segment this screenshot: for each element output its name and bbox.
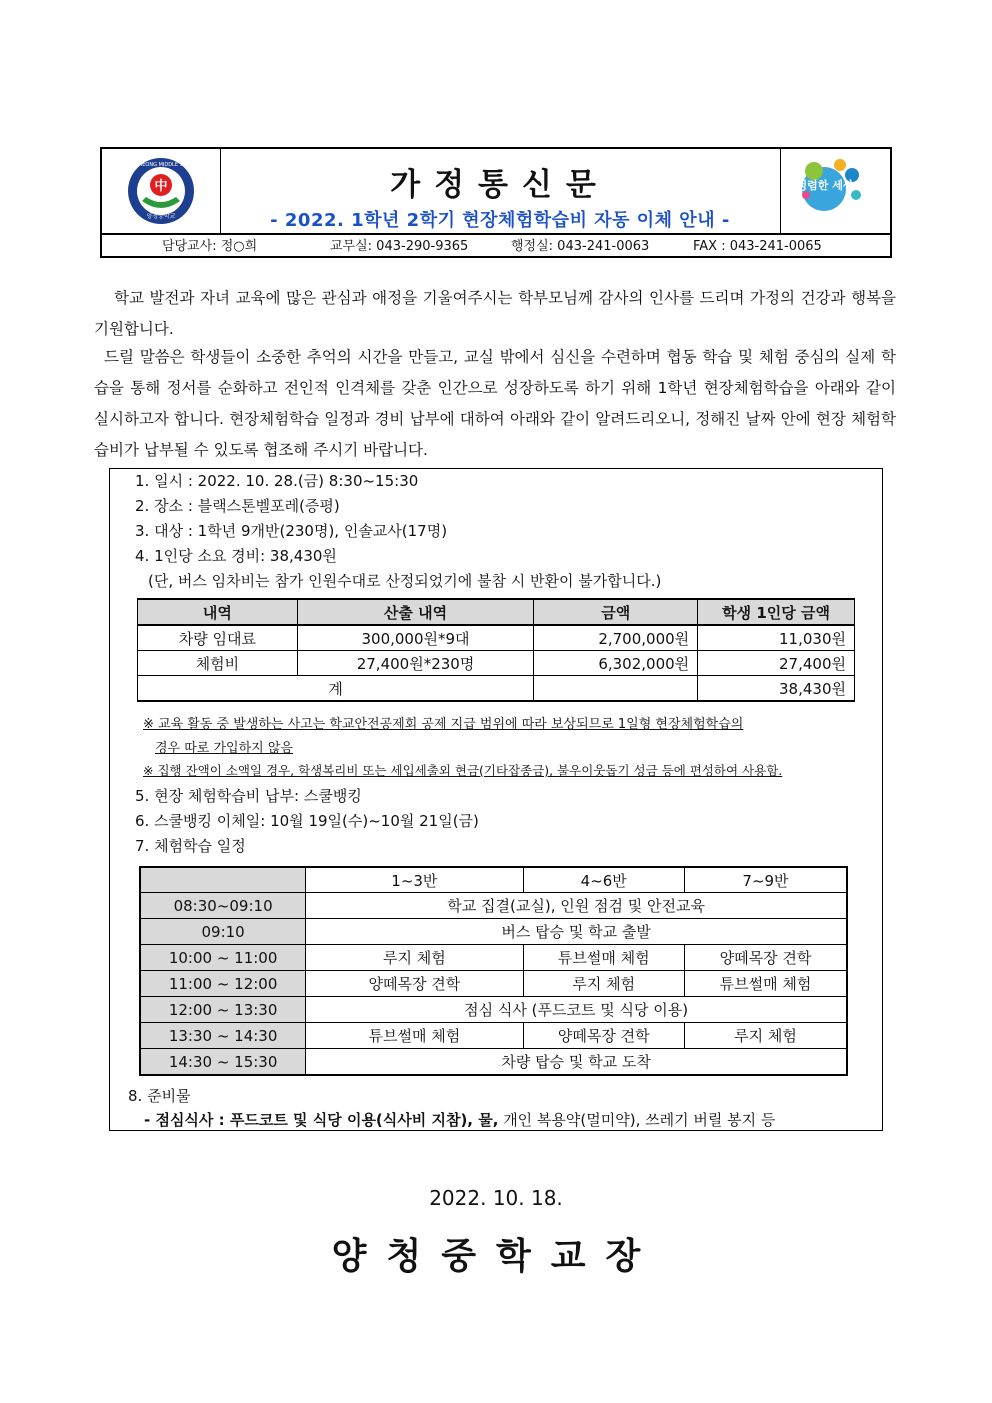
page-title: 가정통신문 <box>390 167 610 203</box>
schedule-activity: 루지 체험 <box>306 945 523 971</box>
schedule-time: 10:00 ~ 11:00 <box>140 945 306 971</box>
schedule-time: 09:10 <box>140 919 306 945</box>
principal-signature: 양청중학교장 <box>331 1235 661 1277</box>
page-subtitle: - 2022. 1학년 2학기 현장체험학습비 자동 이체 안내 - <box>270 210 730 231</box>
schedule-header-corner <box>140 867 306 893</box>
note-remainder: ※ 집행 잔액이 소액일 경우, 학생복리비 또는 세입세출외 현금(기타잡종금), 불우이웃돕기 성금 등에 편성하여 사용함. <box>143 763 783 778</box>
integrity-badge-icon <box>780 149 890 233</box>
cost-header-cell: 금액 <box>534 599 698 625</box>
schedule-activity: 학교 집결(교실), 인원 점검 및 안전교육 <box>306 893 847 919</box>
note-insurance-cont: 경우 따로 가입하지 않음 <box>155 741 293 756</box>
integrity-badge-cell <box>780 149 890 233</box>
contact-row <box>102 233 890 260</box>
schedule-activity: 양떼목장 견학 <box>523 1023 684 1049</box>
schedule-activity: 루지 체험 <box>523 971 684 997</box>
table-row <box>138 651 855 676</box>
schedule-activity: 차량 탑승 및 학교 도착 <box>306 1049 847 1076</box>
schedule-time: 11:00 ~ 12:00 <box>140 971 306 997</box>
item-transfer-date: 6. 스쿨뱅킹 이체일: 10월 19일(수)~10월 21일(금) <box>135 812 479 830</box>
schedule-activity: 튜브썰매 체험 <box>306 1023 523 1049</box>
table-row <box>140 971 847 997</box>
schedule-activity: 점심 식사 (푸드코트 및 식당 이용) <box>306 997 847 1023</box>
schedule-header-cell: 7~9반 <box>684 867 847 893</box>
item-place: 2. 장소 : 블랙스톤벨포레(증평) <box>135 497 340 515</box>
schedule-activity: 양떼목장 견학 <box>306 971 523 997</box>
table-row <box>140 997 847 1023</box>
schedule-activity: 버스 탑승 및 학교 출발 <box>306 919 847 945</box>
schedule-time: 14:30 ~ 15:30 <box>140 1049 306 1076</box>
table-row <box>138 625 855 651</box>
logo-korean-text: 양청중학교 <box>146 213 176 220</box>
item-date: 1. 일시 : 2022. 10. 28.(금) 8:30~15:30 <box>135 472 419 490</box>
cost-item: 차량 임대료 <box>138 625 298 651</box>
cost-total-per-student: 38,430원 <box>698 676 855 702</box>
schedule-header-cell: 1~3반 <box>306 867 523 893</box>
table-row <box>140 893 847 919</box>
cost-total-label: 계 <box>138 676 534 702</box>
school-logo-cell <box>102 149 221 233</box>
cost-per-student: 27,400원 <box>698 651 855 676</box>
admin-phone: 행정실: 043-241-0063 <box>511 239 650 254</box>
logo-center-text: 中 <box>154 179 168 194</box>
item-payment: 5. 현장 체험학습비 납부: 스쿨뱅킹 <box>135 787 362 805</box>
newsletter-header <box>100 147 892 258</box>
item-supplies: 8. 준비물 <box>128 1087 191 1105</box>
cost-header-cell: 산출 내역 <box>297 599 534 625</box>
table-row <box>140 1023 847 1049</box>
cost-amount: 6,302,000원 <box>534 651 698 676</box>
schedule-activity: 양떼목장 견학 <box>684 945 847 971</box>
schedule-activity: 튜브썰매 체험 <box>523 945 684 971</box>
table-row <box>140 1049 847 1076</box>
office-phone: 교무실: 043-290-9365 <box>330 239 469 254</box>
item-schedule-title: 7. 체험학습 일정 <box>135 837 246 855</box>
table-row <box>140 945 847 971</box>
cost-per-student: 11,030원 <box>698 625 855 651</box>
teacher-label: 담당교사: 정○희 <box>162 239 258 254</box>
schedule-activity: 튜브썰매 체험 <box>684 971 847 997</box>
item-supplies-detail <box>144 1109 775 1130</box>
cost-total-amount <box>534 676 698 702</box>
fax-number: FAX : 043-241-0065 <box>693 239 822 254</box>
table-row <box>140 919 847 945</box>
cost-calc: 27,400원*230명 <box>297 651 534 676</box>
schedule-activity: 루지 체험 <box>684 1023 847 1049</box>
item-cost: 4. 1인당 소요 경비: 38,430원 <box>135 547 337 565</box>
schedule-time: 13:30 ~ 14:30 <box>140 1023 306 1049</box>
cost-header-cell: 학생 1인당 금액 <box>698 599 855 625</box>
schedule-header-cell: 4~6반 <box>523 867 684 893</box>
item-cost-note: (단, 버스 임차비는 참가 인원수대로 산정되었기에 불참 시 반환이 불가합니다.) <box>148 572 662 590</box>
schedule-table <box>139 866 848 1076</box>
cost-amount: 2,700,000원 <box>534 625 698 651</box>
supplies-bold: - 점심식사 : 푸드코트 및 식당 이용(식사비 지참), 물, <box>144 1111 499 1129</box>
schedule-time: 12:00 ~ 13:30 <box>140 997 306 1023</box>
intro-paragraph-1: 학교 발전과 자녀 교육에 많은 관심과 애정을 기울여주시는 학부모님께 감사의 인사를 드리며 가정의 건강과 행복을 기원합니다. <box>94 289 896 338</box>
title-cell <box>220 149 781 233</box>
note-insurance: ※ 교육 활동 중 발생하는 사고는 학교안전공제회 공제 지급 범위에 따라 보상되므로 1일형 현장체험학습의 <box>143 717 744 732</box>
intro-paragraph-2: 드릴 말씀은 학생들이 소중한 추억의 시간을 만들고, 교실 밖에서 심신을 수련하며 협동 학습 및 체험 중심의 실제 학습을 통해 정서를 순화하고 전인적 인격체를 갖춘 인간으로 성장하도록 하기 위해 1학년 현장체험학습을 아래와 같이 실시하고자 합니다. 현장체험학습 일정과 경비 납부에 대하여 아래와 같이 알려드리오니, 정해진 날짜 안에 현장 체험학습비가 납부될 수 있도록 협조해 주시기 바랍니다. <box>94 348 896 459</box>
item-target: 3. 대상 : 1학년 9개반(230명), 인솔교사(17명) <box>135 522 448 540</box>
logo-english-text: YANGCHEONG MIDDLE SCHOOL <box>121 162 201 168</box>
badge-text: 청렴한 세상 <box>796 179 854 192</box>
issue-date: 2022. 10. 18. <box>429 1186 563 1210</box>
supplies-rest: 개인 복용약(멀미약), 쓰레기 버릴 봉지 등 <box>498 1111 776 1129</box>
cost-calc: 300,000원*9대 <box>297 625 534 651</box>
schedule-time: 08:30~09:10 <box>140 893 306 919</box>
cost-total-row <box>138 676 855 702</box>
cost-header-cell: 내역 <box>138 599 298 625</box>
cost-item: 체험비 <box>138 651 298 676</box>
cost-table <box>137 598 855 702</box>
school-logo-icon <box>102 149 220 233</box>
cost-table-header <box>138 599 855 625</box>
schedule-header <box>140 867 847 893</box>
